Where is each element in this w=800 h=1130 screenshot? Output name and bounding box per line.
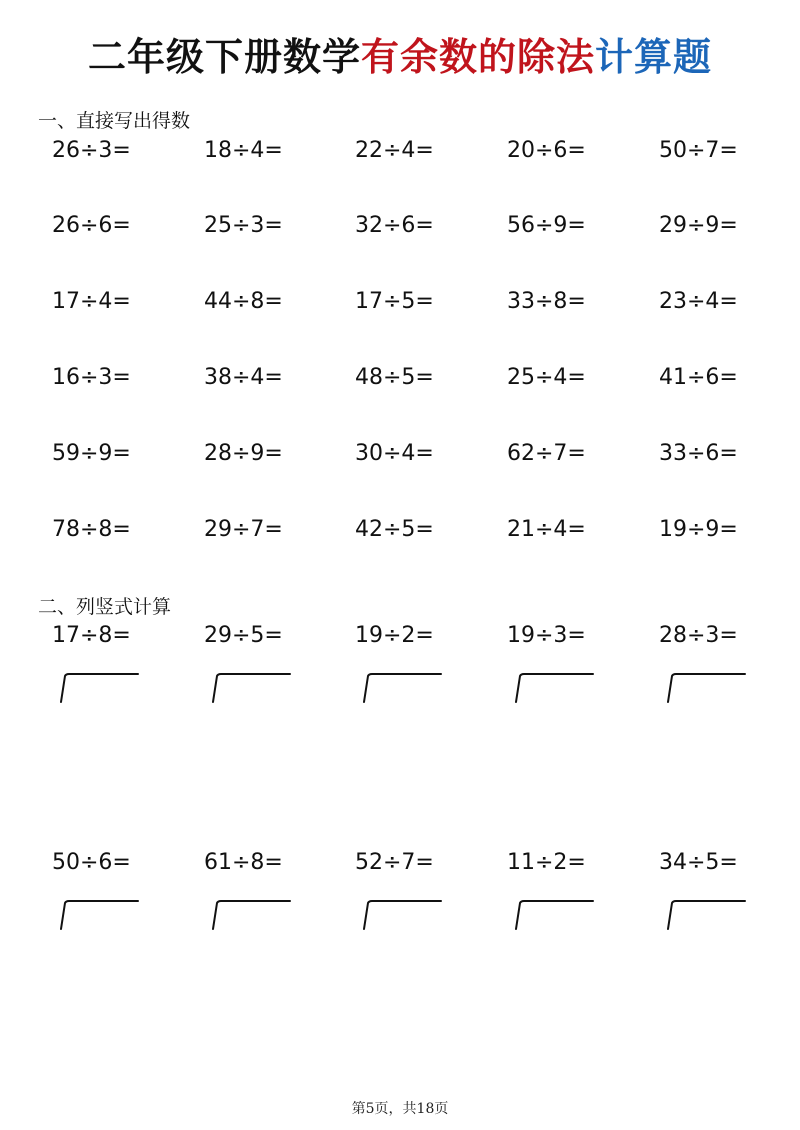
problem-item: 48÷5= xyxy=(355,365,434,390)
problem-item: 29÷5= xyxy=(204,623,283,648)
problem-item: 28÷9= xyxy=(204,441,283,466)
title-part-grade: 二年级下册数学 xyxy=(87,35,361,79)
problem-item: 16÷3= xyxy=(52,365,131,390)
problem-item: 33÷6= xyxy=(659,441,738,466)
problem-item: 38÷4= xyxy=(204,365,283,390)
title-part-topic: 有余数的除法 xyxy=(360,35,595,79)
problem-item: 32÷6= xyxy=(355,213,434,238)
page-title xyxy=(0,26,800,81)
long-division-bracket xyxy=(363,672,443,704)
problem-item: 34÷5= xyxy=(659,850,738,875)
problem-item: 50÷7= xyxy=(659,138,738,163)
problem-item: 25÷3= xyxy=(204,213,283,238)
problem-item: 23÷4= xyxy=(659,289,738,314)
problem-item: 59÷9= xyxy=(52,441,131,466)
long-division-bracket xyxy=(212,899,292,931)
problem-item: 30÷4= xyxy=(355,441,434,466)
problem-item: 21÷4= xyxy=(507,517,586,542)
problem-item: 62÷7= xyxy=(507,441,586,466)
problem-item: 61÷8= xyxy=(204,850,283,875)
long-division-bracket xyxy=(667,899,747,931)
problem-item: 44÷8= xyxy=(204,289,283,314)
long-division-bracket xyxy=(212,672,292,704)
section1-heading: 一、直接写出得数 xyxy=(38,110,191,132)
problem-item: 18÷4= xyxy=(204,138,283,163)
problem-item: 29÷7= xyxy=(204,517,283,542)
long-division-bracket xyxy=(60,672,140,704)
problem-item: 19÷9= xyxy=(659,517,738,542)
problem-item: 28÷3= xyxy=(659,623,738,648)
section2-heading: 二、列竖式计算 xyxy=(38,596,172,618)
problem-item: 52÷7= xyxy=(355,850,434,875)
problem-item: 41÷6= xyxy=(659,365,738,390)
problem-item: 33÷8= xyxy=(507,289,586,314)
problem-item: 11÷2= xyxy=(507,850,586,875)
problem-item: 26÷3= xyxy=(52,138,131,163)
title-part-type: 计算题 xyxy=(595,35,713,79)
problem-item: 17÷8= xyxy=(52,623,131,648)
problem-item: 22÷4= xyxy=(355,138,434,163)
problem-item: 42÷5= xyxy=(355,517,434,542)
problem-item: 20÷6= xyxy=(507,138,586,163)
problem-item: 25÷4= xyxy=(507,365,586,390)
long-division-bracket xyxy=(60,899,140,931)
long-division-bracket xyxy=(515,672,595,704)
long-division-bracket xyxy=(515,899,595,931)
problem-item: 17÷4= xyxy=(52,289,131,314)
long-division-bracket xyxy=(363,899,443,931)
problem-item: 50÷6= xyxy=(52,850,131,875)
problem-item: 19÷3= xyxy=(507,623,586,648)
long-division-bracket xyxy=(667,672,747,704)
page-footer: 第5页，共18页 xyxy=(351,1101,449,1117)
problem-item: 19÷2= xyxy=(355,623,434,648)
problem-item: 29÷9= xyxy=(659,213,738,238)
problem-item: 78÷8= xyxy=(52,517,131,542)
problem-item: 26÷6= xyxy=(52,213,131,238)
problem-item: 56÷9= xyxy=(507,213,586,238)
problem-item: 17÷5= xyxy=(355,289,434,314)
